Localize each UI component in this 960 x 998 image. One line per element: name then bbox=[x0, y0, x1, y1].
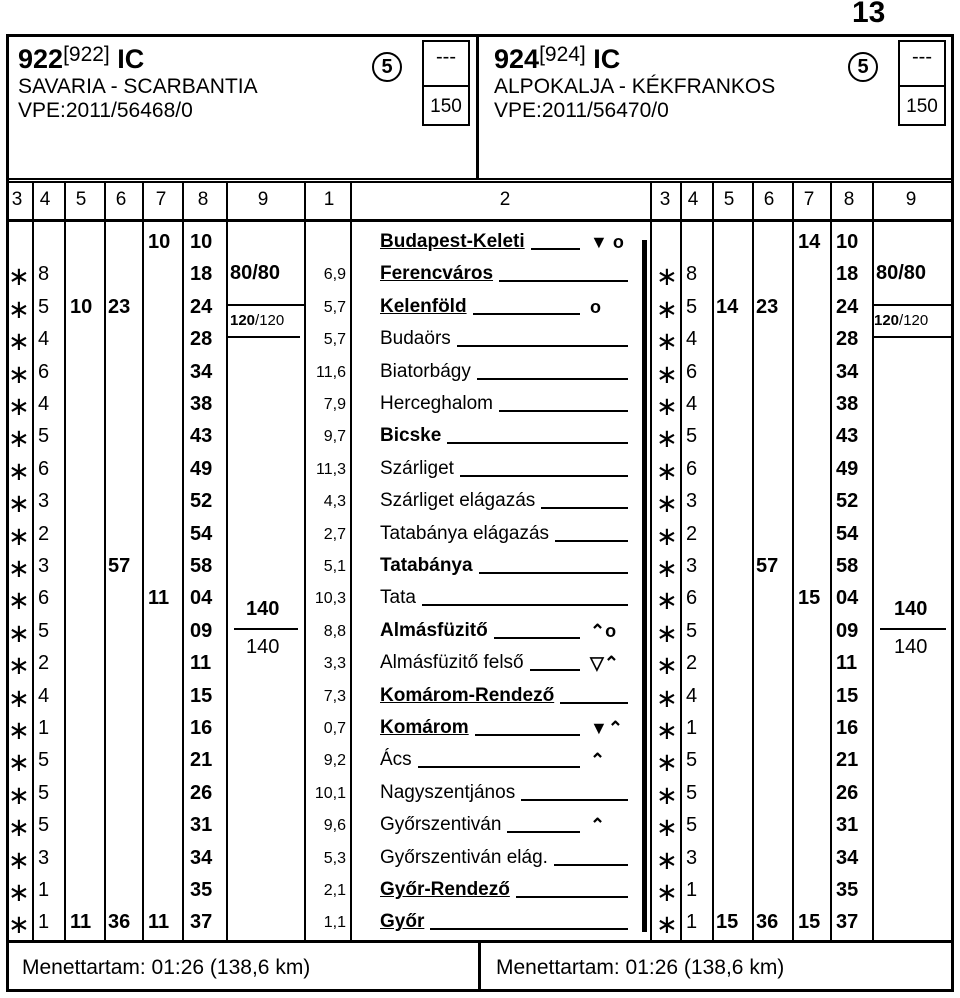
station-name: Budaörs bbox=[380, 328, 451, 350]
km-distance: 5,7 bbox=[323, 331, 346, 349]
left-footer: Menettartam: 01:26 (138,6 km) bbox=[22, 956, 311, 979]
station-leader-line bbox=[499, 410, 628, 412]
left-time-cell: 34 bbox=[190, 360, 213, 383]
right-hour-cell: 15 bbox=[716, 911, 739, 934]
left-time-cell: 18 bbox=[190, 263, 213, 286]
right-time-cell: 18 bbox=[836, 263, 859, 286]
right-run-minutes: 3 bbox=[686, 555, 698, 577]
right-star-mark: ∗ bbox=[656, 715, 678, 745]
right-star-mark: ∗ bbox=[656, 261, 678, 292]
right-star-mark: ∗ bbox=[656, 844, 678, 875]
page-number: 13 bbox=[852, 0, 886, 29]
right-run-minutes: 5 bbox=[686, 619, 698, 642]
left-run-minutes: 6 bbox=[38, 457, 50, 480]
right-time-cell: 10 bbox=[836, 231, 859, 253]
col-header: 3 bbox=[659, 189, 671, 210]
km-distance: 11,3 bbox=[316, 460, 346, 478]
right-run-minutes: 8 bbox=[686, 263, 698, 286]
left-star-mark: ∗ bbox=[8, 779, 30, 810]
right-time-cell: 24 bbox=[836, 295, 859, 318]
station-symbol: ▼⌃ bbox=[590, 718, 623, 738]
left-time-cell: 43 bbox=[190, 425, 213, 448]
right-run-minutes: 5 bbox=[686, 295, 698, 318]
right-star-mark: ∗ bbox=[656, 779, 678, 810]
station-symbol: ⌃ bbox=[590, 815, 606, 836]
station-leader-line bbox=[418, 766, 580, 768]
left-time-cell: 16 bbox=[190, 717, 213, 739]
km-distance: 2,1 bbox=[323, 882, 346, 899]
right-star-mark: ∗ bbox=[656, 455, 678, 486]
left-star-mark: ∗ bbox=[8, 455, 30, 486]
right-footer: Menettartam: 01:26 (138,6 km) bbox=[496, 956, 785, 979]
left-cap-top: --- bbox=[436, 46, 456, 68]
column-header-rule bbox=[6, 219, 954, 222]
station-name: Tata bbox=[380, 587, 416, 609]
right-star-mark: ∗ bbox=[656, 747, 678, 778]
left-star-mark: ∗ bbox=[8, 747, 30, 778]
right-time-cell: 34 bbox=[836, 360, 859, 383]
left-hour-cell: 10 bbox=[70, 295, 93, 318]
left-star-mark: ∗ bbox=[8, 585, 30, 616]
station-name: Győrszentiván bbox=[380, 814, 502, 836]
right-run-minutes: 1 bbox=[686, 879, 698, 901]
left-train-vpe: VPE:2011/56468/0 bbox=[18, 99, 193, 122]
left-run-minutes: 8 bbox=[38, 263, 50, 286]
right-train-number: 924[924] IC bbox=[494, 43, 621, 74]
station-leader-line bbox=[422, 604, 628, 606]
left-time-cell: 21 bbox=[190, 749, 213, 772]
km-distance: 7,9 bbox=[323, 396, 346, 413]
km-distance: 5,3 bbox=[323, 849, 346, 867]
left-run-minutes: 3 bbox=[38, 846, 50, 869]
right-run-minutes: 3 bbox=[686, 846, 698, 869]
right-run-minutes: 1 bbox=[686, 717, 698, 739]
km-distance: 9,2 bbox=[323, 752, 346, 770]
station-leader-line bbox=[473, 313, 580, 315]
station-leader-line bbox=[457, 345, 628, 347]
station-name: Biatorbágy bbox=[380, 360, 471, 382]
left-time-cell: 15 bbox=[190, 684, 213, 707]
col-header: 6 bbox=[763, 189, 775, 210]
left-capacity-box bbox=[422, 40, 470, 126]
left-run-minutes: 6 bbox=[38, 587, 50, 610]
km-distance: 4,3 bbox=[323, 493, 346, 511]
km-distance: 5,1 bbox=[323, 558, 346, 575]
left-time-cell: 34 bbox=[190, 846, 213, 869]
right-run-minutes: 1 bbox=[686, 911, 698, 934]
station-name: Almásfüzitő felső bbox=[380, 652, 524, 674]
station-name: Budapest-Keleti bbox=[380, 231, 525, 252]
right-time-cell: 35 bbox=[836, 879, 859, 901]
station-name: Herceghalom bbox=[380, 393, 493, 414]
left-star-mark: ∗ bbox=[8, 293, 30, 324]
left-minute-cell: 23 bbox=[108, 295, 131, 318]
right-star-mark: ∗ bbox=[656, 520, 678, 551]
right-run-minutes: 3 bbox=[686, 490, 698, 513]
right-minute-cell: 57 bbox=[756, 555, 779, 577]
right-hour-cell: 15 bbox=[798, 911, 821, 934]
station-leader-line bbox=[554, 864, 628, 866]
left-run-minutes: 1 bbox=[38, 879, 50, 901]
left-star-mark: ∗ bbox=[8, 812, 30, 843]
station-symbol: ⌃ bbox=[590, 750, 606, 771]
left-run-minutes: 2 bbox=[38, 522, 50, 545]
left-time-cell: 58 bbox=[190, 555, 213, 577]
station-leader-line bbox=[479, 572, 628, 574]
right-run-minutes: 5 bbox=[686, 781, 698, 804]
left-time-cell: 37 bbox=[190, 911, 213, 934]
km-distance: 10,3 bbox=[314, 590, 346, 608]
right-hour-cell: 15 bbox=[798, 587, 821, 610]
right-time-cell: 28 bbox=[836, 328, 859, 351]
left-time-cell: 35 bbox=[190, 879, 213, 901]
station-leader-line bbox=[560, 702, 628, 704]
station-leader-line bbox=[499, 280, 628, 282]
left-run-minutes: 4 bbox=[38, 393, 50, 415]
right-capacity-box bbox=[898, 40, 946, 126]
station-name: Komárom bbox=[380, 717, 469, 738]
station-name: Tatabánya elágazás bbox=[380, 522, 550, 544]
left-run-minutes: 5 bbox=[38, 425, 50, 448]
left-train-number: 922[922] IC bbox=[18, 43, 145, 74]
left-star-mark: ∗ bbox=[8, 715, 30, 745]
speed-left-b: 120/120 bbox=[230, 312, 285, 329]
right-star-mark: ∗ bbox=[656, 909, 678, 940]
right-time-cell: 37 bbox=[836, 911, 859, 934]
km-distance: 2,7 bbox=[323, 525, 346, 543]
right-time-cell: 26 bbox=[836, 781, 859, 804]
header-divider bbox=[476, 34, 479, 180]
right-hour-cell: 14 bbox=[798, 231, 821, 253]
left-star-mark: ∗ bbox=[8, 617, 30, 648]
col-header: 5 bbox=[75, 189, 87, 210]
station-leader-line bbox=[430, 928, 628, 930]
km-distance: 11,6 bbox=[316, 363, 346, 381]
left-minute-cell: 57 bbox=[108, 555, 131, 577]
station-name: Kelenföld bbox=[380, 295, 467, 317]
left-star-mark: ∗ bbox=[8, 682, 30, 713]
station-symbol: ⌃o bbox=[590, 620, 617, 641]
speed-left-c-top: 140 bbox=[246, 598, 280, 620]
left-time-cell: 11 bbox=[190, 652, 212, 675]
right-star-mark: ∗ bbox=[656, 877, 678, 907]
station-leader-line bbox=[447, 442, 628, 444]
left-run-minutes: 6 bbox=[38, 360, 50, 383]
station-name: Győr bbox=[380, 911, 425, 933]
footer-divider bbox=[478, 940, 481, 992]
left-train-header bbox=[18, 44, 258, 123]
left-time-cell: 52 bbox=[190, 490, 213, 513]
km-distance: 10,1 bbox=[314, 784, 346, 802]
km-distance: 9,6 bbox=[323, 817, 346, 835]
speed-left-c-bottom: 140 bbox=[246, 636, 280, 658]
left-run-minutes: 2 bbox=[38, 652, 50, 675]
station-leader-line bbox=[530, 669, 580, 671]
right-star-mark: ∗ bbox=[656, 585, 678, 616]
right-time-cell: 54 bbox=[836, 522, 859, 545]
right-time-cell: 31 bbox=[836, 814, 859, 837]
left-star-mark: ∗ bbox=[8, 488, 30, 519]
left-minute-cell: 36 bbox=[108, 911, 131, 934]
right-run-minutes: 5 bbox=[686, 749, 698, 772]
left-time-cell: 24 bbox=[190, 295, 213, 318]
right-time-cell: 21 bbox=[836, 749, 859, 772]
station-leader-line bbox=[516, 896, 628, 898]
right-time-cell: 09 bbox=[836, 619, 859, 642]
left-train-name: SAVARIA - SCARBANTIA bbox=[18, 75, 258, 98]
left-star-mark: ∗ bbox=[8, 877, 30, 907]
km-distance: 5,7 bbox=[323, 298, 346, 316]
right-cap-top: --- bbox=[912, 46, 932, 68]
left-time-cell: 10 bbox=[190, 231, 213, 253]
col-header: 3 bbox=[11, 189, 23, 210]
speed-right-c-top: 140 bbox=[894, 598, 928, 620]
right-time-cell: 49 bbox=[836, 457, 859, 480]
right-time-cell: 34 bbox=[836, 846, 859, 869]
col-header: 2 bbox=[499, 189, 511, 210]
left-time-cell: 04 bbox=[190, 587, 213, 610]
right-star-mark: ∗ bbox=[656, 682, 678, 713]
left-class-circle: 5 bbox=[372, 52, 402, 82]
right-time-cell: 38 bbox=[836, 393, 859, 415]
left-star-mark: ∗ bbox=[8, 423, 30, 454]
col-header: 6 bbox=[115, 189, 127, 210]
right-time-cell: 43 bbox=[836, 425, 859, 448]
col-header: 7 bbox=[803, 189, 815, 210]
right-time-cell: 11 bbox=[836, 652, 858, 675]
right-run-minutes: 4 bbox=[686, 684, 698, 707]
left-star-mark: ∗ bbox=[8, 391, 30, 421]
left-run-minutes: 4 bbox=[38, 684, 50, 707]
km-distance: 3,3 bbox=[323, 655, 346, 673]
station-symbol: o bbox=[590, 296, 601, 317]
station-name: Győrszentiván elág. bbox=[380, 846, 548, 868]
station-leader-line bbox=[521, 799, 628, 801]
right-run-minutes: 6 bbox=[686, 457, 698, 480]
station-leader-line bbox=[531, 248, 580, 250]
right-time-cell: 04 bbox=[836, 587, 859, 610]
header-bottom-rule-2 bbox=[6, 181, 954, 183]
left-hour-cell: 11 bbox=[70, 911, 92, 934]
right-star-mark: ∗ bbox=[656, 358, 678, 389]
right-train-header bbox=[494, 44, 775, 123]
left-star-mark: ∗ bbox=[8, 553, 30, 583]
right-star-mark: ∗ bbox=[656, 488, 678, 519]
right-time-cell: 16 bbox=[836, 717, 859, 739]
station-name: Ács bbox=[380, 749, 412, 771]
right-star-mark: ∗ bbox=[656, 553, 678, 583]
right-minute-cell: 36 bbox=[756, 911, 779, 934]
left-run-minutes: 1 bbox=[38, 911, 50, 934]
right-hour-cell: 14 bbox=[716, 295, 739, 318]
right-star-mark: ∗ bbox=[656, 617, 678, 648]
right-star-mark: ∗ bbox=[656, 326, 678, 357]
right-star-mark: ∗ bbox=[656, 812, 678, 843]
station-leader-line bbox=[541, 507, 628, 509]
station-name: Nagyszentjános bbox=[380, 781, 516, 803]
right-star-mark: ∗ bbox=[656, 423, 678, 454]
station-leader-line bbox=[460, 475, 628, 477]
left-star-mark: ∗ bbox=[8, 326, 30, 357]
station-name: Szárliget elágazás bbox=[380, 490, 536, 512]
km-distance: 6,9 bbox=[323, 266, 346, 284]
station-symbol: ▼ o bbox=[590, 232, 624, 252]
left-run-minutes: 1 bbox=[38, 717, 50, 739]
right-run-minutes: 5 bbox=[686, 814, 698, 837]
right-train-name: ALPOKALJA - KÉKFRANKOS bbox=[494, 75, 776, 98]
left-time-cell: 49 bbox=[190, 457, 213, 480]
header-bottom-rule bbox=[6, 178, 954, 180]
left-time-cell: 09 bbox=[190, 619, 213, 642]
left-run-minutes: 4 bbox=[38, 328, 50, 351]
col-header: 5 bbox=[723, 189, 735, 210]
left-run-minutes: 5 bbox=[38, 295, 50, 318]
left-time-cell: 54 bbox=[190, 522, 213, 545]
station-leader-line bbox=[555, 540, 628, 542]
left-run-minutes: 5 bbox=[38, 749, 50, 772]
station-name: Komárom-Rendező bbox=[380, 684, 555, 706]
col-header: 4 bbox=[687, 189, 699, 210]
station-name: Szárliget bbox=[380, 457, 454, 479]
col-header: 1 bbox=[323, 189, 335, 210]
station-leader-line bbox=[507, 831, 580, 833]
right-cap-bottom: 150 bbox=[906, 96, 938, 117]
left-time-cell: 38 bbox=[190, 393, 213, 415]
right-train-vpe: VPE:2011/56470/0 bbox=[494, 99, 669, 122]
right-star-mark: ∗ bbox=[656, 391, 678, 421]
left-time-cell: 28 bbox=[190, 328, 213, 351]
left-hour-cell: 11 bbox=[148, 587, 170, 610]
km-distance: 0,7 bbox=[323, 720, 346, 737]
right-run-minutes: 4 bbox=[686, 328, 698, 351]
left-star-mark: ∗ bbox=[8, 909, 30, 940]
left-run-minutes: 5 bbox=[38, 781, 50, 804]
left-run-minutes: 3 bbox=[38, 490, 50, 513]
col-header: 4 bbox=[39, 189, 51, 210]
left-hour-cell: 11 bbox=[148, 911, 170, 934]
left-time-cell: 26 bbox=[190, 781, 213, 804]
left-hour-cell: 10 bbox=[148, 231, 171, 253]
col-header: 9 bbox=[905, 189, 917, 210]
left-star-mark: ∗ bbox=[8, 261, 30, 292]
km-distance: 9,7 bbox=[323, 428, 346, 446]
left-star-mark: ∗ bbox=[8, 650, 30, 681]
km-distance: 1,1 bbox=[323, 914, 346, 932]
left-run-minutes: 5 bbox=[38, 619, 50, 642]
left-run-minutes: 5 bbox=[38, 814, 50, 837]
col-header: 8 bbox=[197, 189, 209, 210]
col-header: 7 bbox=[155, 189, 167, 210]
station-name: Bicske bbox=[380, 425, 442, 447]
right-time-cell: 52 bbox=[836, 490, 859, 513]
right-run-minutes: 4 bbox=[686, 393, 698, 415]
route-bar bbox=[642, 240, 647, 932]
right-star-mark: ∗ bbox=[656, 650, 678, 681]
left-star-mark: ∗ bbox=[8, 844, 30, 875]
col-header: 9 bbox=[257, 189, 269, 210]
col-header: 8 bbox=[843, 189, 855, 210]
left-star-mark: ∗ bbox=[8, 520, 30, 551]
right-minute-cell: 23 bbox=[756, 295, 779, 318]
left-star-mark: ∗ bbox=[8, 358, 30, 389]
station-name: Tatabánya bbox=[380, 555, 473, 576]
right-time-cell: 58 bbox=[836, 555, 859, 577]
right-run-minutes: 2 bbox=[686, 522, 698, 545]
station-symbol: ▽⌃ bbox=[590, 653, 619, 674]
right-run-minutes: 2 bbox=[686, 652, 698, 675]
right-star-mark: ∗ bbox=[656, 293, 678, 324]
right-time-cell: 15 bbox=[836, 684, 859, 707]
km-distance: 7,3 bbox=[323, 687, 346, 705]
left-time-cell: 31 bbox=[190, 814, 213, 837]
right-run-minutes: 6 bbox=[686, 587, 698, 610]
speed-left-a: 80/80 bbox=[230, 262, 281, 284]
station-leader-line bbox=[494, 637, 580, 639]
right-run-minutes: 5 bbox=[686, 425, 698, 448]
speed-right-a: 80/80 bbox=[876, 262, 927, 284]
speed-right-b: 120/120 bbox=[874, 312, 929, 329]
station-leader-line bbox=[475, 734, 580, 736]
station-name: Almásfüzitő bbox=[380, 619, 488, 641]
station-name: Győr-Rendező bbox=[380, 879, 510, 900]
right-run-minutes: 6 bbox=[686, 360, 698, 383]
right-class-circle: 5 bbox=[848, 52, 878, 82]
station-name: Ferencváros bbox=[380, 263, 494, 285]
left-run-minutes: 3 bbox=[38, 555, 50, 577]
speed-right-c-bottom: 140 bbox=[894, 636, 928, 658]
left-cap-bottom: 150 bbox=[430, 96, 462, 117]
km-distance: 8,8 bbox=[323, 622, 346, 640]
station-leader-line bbox=[477, 378, 628, 380]
